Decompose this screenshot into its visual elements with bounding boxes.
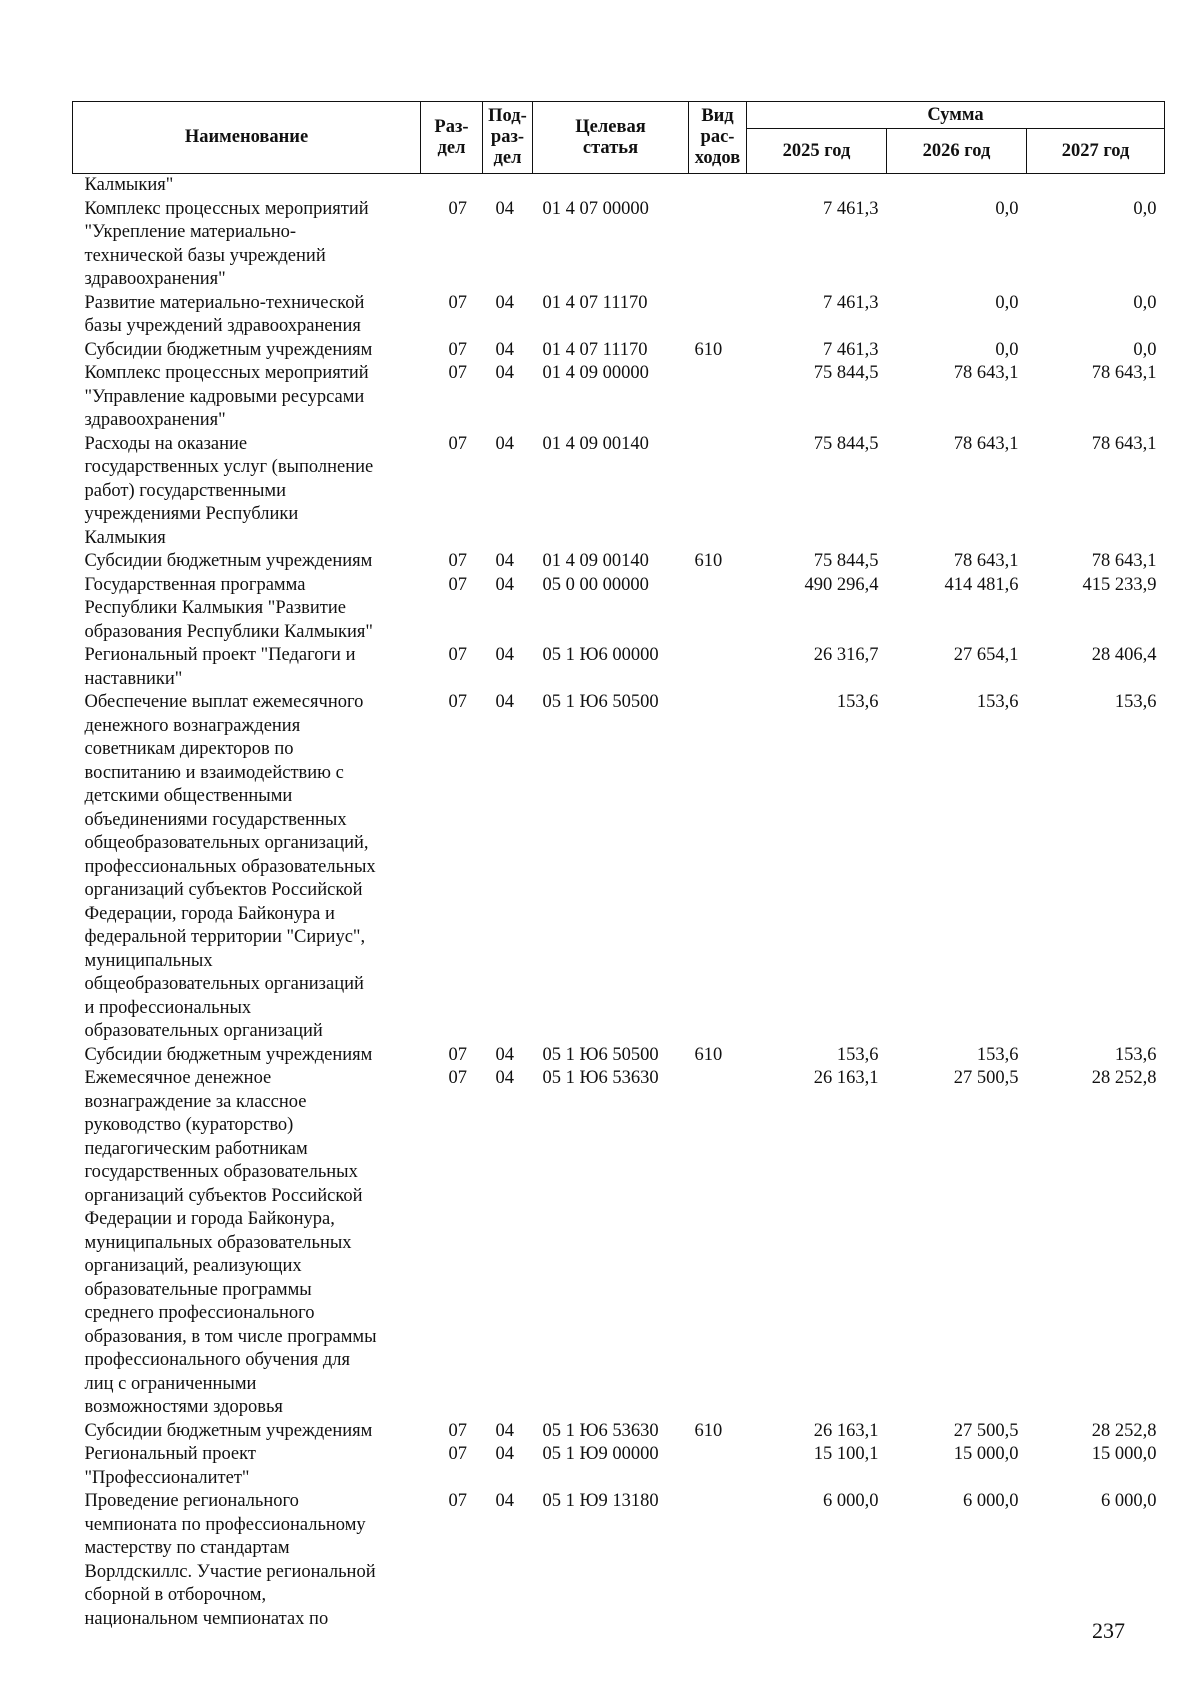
table-row: [73, 1490, 1165, 1631]
row-sum-2025: 75 844,5: [813, 433, 879, 454]
row-sum-2025: 490 296,4: [804, 574, 879, 595]
row-celevaya-statya: 05 1 Ю6 00000: [542, 645, 659, 665]
row-vid-rashodov: 610: [694, 339, 723, 360]
table-row: [73, 1067, 1165, 1420]
header-year-2027: 2027 год: [1027, 129, 1165, 174]
row-vid-rashodov: [689, 691, 747, 1044]
table-row: [73, 574, 1165, 645]
row-sum-2026: 78 643,1: [953, 433, 1019, 454]
row-name-line: муниципальных: [84, 950, 213, 971]
row-name: [73, 1443, 421, 1490]
row-name-line: общеобразовательных организаций,: [84, 833, 369, 853]
row-razdel: 07: [448, 292, 467, 313]
row-name-line: Проведение регионального: [84, 1491, 299, 1511]
row-vid-rashodov: 610: [694, 551, 723, 571]
row-name: [73, 644, 421, 691]
row-razdel: 07: [448, 198, 467, 219]
row-celevaya-statya: 05 0 00 00000: [542, 574, 649, 595]
row-razdel: 07: [448, 1420, 467, 1441]
row-name-line: образования Республики Калмыкия": [84, 621, 373, 642]
row-name-line: общеобразовательных организаций: [84, 974, 364, 994]
table-row: [73, 292, 1165, 339]
row-name-line: Ворлдскиллс. Участие региональной: [84, 1561, 376, 1582]
row-name-line: Субсидии бюджетным учреждениям: [84, 1420, 373, 1441]
header-vid: Вид рас- ходов: [689, 102, 747, 174]
row-name-line: профессионального обучения для: [84, 1350, 351, 1370]
table-body: [73, 174, 1165, 1632]
row-name-line: Федерации, города Байконура и: [84, 903, 335, 924]
row-name-line: наставники": [84, 668, 183, 689]
row-name-line: Региональный проект "Педагоги и: [84, 645, 356, 665]
row-sum-2026: 78 643,1: [953, 363, 1019, 383]
row-razdel: 07: [448, 551, 467, 571]
row-celevaya-statya: 05 1 Ю6 53630: [542, 1068, 659, 1088]
row-name-line: работ) государственными: [84, 480, 286, 501]
table-row: [73, 339, 1165, 363]
row-name-line: Субсидии бюджетным учреждениям: [84, 1044, 373, 1065]
row-celevaya-statya: 05 1 Ю6 50500: [542, 692, 659, 712]
row-sum-2025: 75 844,5: [813, 551, 879, 571]
header-celevaya: Целевая статья: [533, 102, 689, 174]
row-name-line: объединениями государственных: [84, 809, 347, 830]
row-sum-2027: 78 643,1: [1091, 363, 1157, 383]
header-razdel: Раз- дел: [421, 102, 483, 174]
row-sum-2026: 0,0: [995, 198, 1019, 219]
row-vid-rashodov: [689, 1067, 747, 1420]
row-sum-2026: 153,6: [976, 1044, 1019, 1065]
row-podrazdel: 04: [495, 292, 514, 313]
row-razdel: 07: [448, 339, 467, 360]
row-razdel: 07: [448, 574, 467, 595]
row-name-line: базы учреждений здравоохранения: [84, 316, 361, 336]
row-name-line: среднего профессионального: [84, 1303, 315, 1323]
row-name: [73, 550, 421, 574]
row-razdel: [421, 174, 483, 198]
row-name: [73, 362, 421, 433]
row-name-line: денежного вознаграждения: [84, 715, 301, 736]
row-sum-2027: 0,0: [1133, 339, 1157, 360]
row-name-line: образования, в том числе программы: [84, 1326, 377, 1347]
row-name-line: педагогическим работникам: [84, 1138, 308, 1159]
row-sum-2025: 6 000,0: [823, 1491, 879, 1511]
row-sum-2027: [1027, 174, 1165, 198]
row-name-line: Комплекс процессных мероприятий: [84, 363, 369, 383]
row-name-line: учреждениями Республики: [84, 504, 299, 524]
table-row: [73, 644, 1165, 691]
row-name-line: Обеспечение выплат ежемесячного: [84, 692, 364, 712]
row-razdel: 07: [448, 645, 467, 665]
row-name-line: национальном чемпионатах по: [84, 1608, 329, 1629]
row-celevaya-statya: 05 1 Ю9 00000: [542, 1444, 659, 1464]
row-sum-2026: 6 000,0: [963, 1491, 1019, 1511]
row-vid-rashodov: 610: [694, 1420, 723, 1441]
row-name-line: вознаграждение за классное: [84, 1091, 307, 1112]
row-sum-2026: 414 481,6: [944, 574, 1019, 595]
row-name-line: чемпионата по профессиональному: [84, 1514, 366, 1535]
row-name-line: Калмыкия: [84, 527, 166, 548]
row-sum-2026: 27 500,5: [953, 1068, 1019, 1088]
row-name-line: Субсидии бюджетным учреждениям: [84, 551, 373, 571]
row-sum-2025: 7 461,3: [823, 339, 879, 360]
row-name-line: лиц с ограниченными: [84, 1373, 257, 1394]
row-sum-2025: 26 163,1: [813, 1068, 879, 1088]
row-sum-2027: 415 233,9: [1082, 574, 1157, 595]
row-sum-2027: 78 643,1: [1091, 433, 1157, 454]
row-sum-2025: 75 844,5: [813, 363, 879, 383]
row-podrazdel: 04: [495, 692, 514, 712]
row-sum-2026: 27 500,5: [953, 1420, 1019, 1441]
row-podrazdel: 04: [495, 1044, 514, 1065]
row-sum-2027: 78 643,1: [1091, 551, 1157, 571]
row-razdel: 07: [448, 363, 467, 383]
row-name-line: и профессиональных: [84, 997, 252, 1018]
row-sum-2027: 28 252,8: [1091, 1420, 1157, 1441]
row-vid-rashodov: [689, 362, 747, 433]
row-razdel: 07: [448, 1444, 467, 1464]
row-celevaya-statya: 01 4 09 00140: [542, 433, 649, 454]
row-name: [73, 691, 421, 1044]
row-name-line: мастерству по стандартам: [84, 1538, 290, 1558]
row-name: [73, 292, 421, 339]
row-podrazdel: 04: [495, 645, 514, 665]
row-sum-2025: [747, 174, 887, 198]
row-podrazdel: 04: [495, 574, 514, 595]
row-name-line: Региональный проект: [84, 1444, 256, 1464]
header-summa: Сумма: [747, 102, 1165, 129]
row-name-line: Государственная программа: [84, 574, 306, 595]
row-name-line: "Управление кадровыми ресурсами: [84, 386, 365, 407]
row-razdel: 07: [448, 1068, 467, 1088]
row-celevaya-statya: 01 4 07 00000: [542, 198, 649, 219]
row-name-line: руководство (кураторство): [84, 1115, 294, 1135]
row-celevaya-statya: 01 4 09 00000: [542, 363, 649, 383]
row-name-line: советникам директоров по: [84, 739, 294, 759]
row-name-line: организаций, реализующих: [84, 1256, 302, 1276]
row-name: [73, 1067, 421, 1420]
row-vid-rashodov: [689, 574, 747, 645]
row-celevaya-statya: 01 4 07 11170: [542, 292, 648, 313]
row-vid-rashodov: [689, 1490, 747, 1631]
row-podrazdel: 04: [495, 1420, 514, 1441]
row-razdel: 07: [448, 433, 467, 454]
table-row: [73, 1420, 1165, 1444]
row-podrazdel: 04: [495, 1491, 514, 1511]
row-name-line: организаций субъектов Российской: [84, 1185, 363, 1206]
row-sum-2027: 0,0: [1133, 198, 1157, 219]
row-sum-2026: [887, 174, 1027, 198]
row-name: [73, 433, 421, 551]
row-name-line: возможностями здоровья: [84, 1397, 283, 1417]
row-vid-rashodov: [689, 292, 747, 339]
table-row: [73, 174, 1165, 198]
header-podrazdel: Под- раз- дел: [483, 102, 533, 174]
row-sum-2025: 26 316,7: [813, 645, 879, 665]
row-sum-2026: 153,6: [976, 692, 1019, 712]
row-sum-2026: 78 643,1: [953, 551, 1019, 571]
row-name-line: образовательных организаций: [84, 1021, 323, 1041]
header-name: Наименование: [73, 102, 421, 174]
row-vid-rashodov: [689, 198, 747, 292]
row-name-line: организаций субъектов Российской: [84, 880, 363, 900]
row-name: [73, 339, 421, 363]
row-name-line: "Укрепление материально-: [84, 222, 297, 242]
table-row: [73, 1443, 1165, 1490]
row-vid-rashodov: [689, 174, 747, 198]
row-name-line: государственных услуг (выполнение: [84, 457, 374, 477]
header-year-2025: 2025 год: [747, 129, 887, 174]
table-row: [73, 550, 1165, 574]
row-sum-2026: 0,0: [995, 339, 1019, 360]
row-celevaya-statya: 05 1 Ю9 13180: [542, 1491, 659, 1511]
row-celevaya-statya: [533, 174, 689, 198]
row-razdel: 07: [448, 1491, 467, 1511]
row-sum-2027: 153,6: [1114, 692, 1157, 712]
row-razdel: 07: [448, 692, 467, 712]
row-name-line: Ежемесячное денежное: [84, 1068, 272, 1088]
row-sum-2026: 15 000,0: [953, 1444, 1019, 1464]
row-podrazdel: 04: [495, 433, 514, 454]
row-name-line: муниципальных образовательных: [84, 1232, 352, 1253]
row-name-line: Субсидии бюджетным учреждениям: [84, 339, 373, 360]
row-podrazdel: 04: [495, 551, 514, 571]
row-sum-2025: 153,6: [836, 1044, 879, 1065]
row-sum-2027: 15 000,0: [1091, 1444, 1157, 1464]
row-podrazdel: 04: [495, 1068, 514, 1088]
row-sum-2026: 0,0: [995, 292, 1019, 313]
row-sum-2025: 7 461,3: [823, 198, 879, 219]
row-sum-2025: 26 163,1: [813, 1420, 879, 1441]
row-vid-rashodov: [689, 644, 747, 691]
row-name-line: сборной в отборочном,: [84, 1585, 267, 1605]
row-sum-2025: 7 461,3: [823, 292, 879, 313]
row-vid-rashodov: [689, 1443, 747, 1490]
header-year-2026: 2026 год: [887, 129, 1027, 174]
row-name: [73, 174, 421, 198]
row-name: [73, 1044, 421, 1068]
row-name-line: Развитие материально-технической: [84, 292, 365, 313]
row-name-line: образовательные программы: [84, 1279, 312, 1300]
row-name: [73, 198, 421, 292]
row-sum-2027: 28 406,4: [1091, 645, 1157, 665]
table-row: [73, 362, 1165, 433]
row-name-line: Комплекс процессных мероприятий: [84, 198, 369, 219]
row-name-line: детскими общественными: [84, 786, 293, 806]
row-podrazdel: 04: [495, 198, 514, 219]
row-name-line: федеральной территории "Сириус",: [84, 927, 366, 947]
row-name-line: технической базы учреждений: [84, 245, 326, 266]
row-name-line: профессиональных образовательных: [84, 856, 376, 877]
table-row: [73, 691, 1165, 1044]
row-name-line: Расходы на оказание: [84, 433, 248, 454]
row-vid-rashodov: [689, 433, 747, 551]
row-name: [73, 1420, 421, 1444]
row-name-line: Республики Калмыкия "Развитие: [84, 598, 346, 618]
row-name-line: воспитанию и взаимодействию с: [84, 762, 344, 783]
row-name-line: здравоохранения": [84, 410, 226, 430]
row-celevaya-statya: 05 1 Ю6 53630: [542, 1420, 659, 1441]
table-row: [73, 198, 1165, 292]
row-vid-rashodov: 610: [694, 1044, 723, 1065]
row-celevaya-statya: 01 4 09 00140: [542, 551, 649, 571]
row-podrazdel: [483, 174, 533, 198]
table-row: [73, 1044, 1165, 1068]
row-name-line: здравоохранения": [84, 269, 226, 289]
row-podrazdel: 04: [495, 363, 514, 383]
row-name-line: Калмыкия": [84, 175, 174, 195]
page-number: 237: [1092, 1618, 1125, 1643]
row-razdel: 07: [448, 1044, 467, 1065]
row-podrazdel: 04: [495, 1444, 514, 1464]
row-podrazdel: 04: [495, 339, 514, 360]
row-sum-2027: 6 000,0: [1101, 1491, 1157, 1511]
row-sum-2025: 15 100,1: [813, 1444, 879, 1464]
budget-table: [72, 101, 1165, 1631]
row-name-line: "Профессионалитет": [84, 1467, 250, 1488]
row-sum-2027: 28 252,8: [1091, 1068, 1157, 1088]
row-celevaya-statya: 01 4 07 11170: [542, 339, 648, 360]
row-name: [73, 1490, 421, 1631]
row-sum-2027: 153,6: [1114, 1044, 1157, 1065]
row-sum-2027: 0,0: [1133, 292, 1157, 313]
table-header: [73, 102, 1165, 174]
row-name: [73, 574, 421, 645]
row-name-line: государственных образовательных: [84, 1162, 358, 1182]
table-row: [73, 433, 1165, 551]
row-sum-2025: 153,6: [836, 692, 879, 712]
row-name-line: Федерации и города Байконура,: [84, 1209, 335, 1229]
row-sum-2026: 27 654,1: [953, 645, 1019, 665]
row-celevaya-statya: 05 1 Ю6 50500: [542, 1044, 659, 1065]
